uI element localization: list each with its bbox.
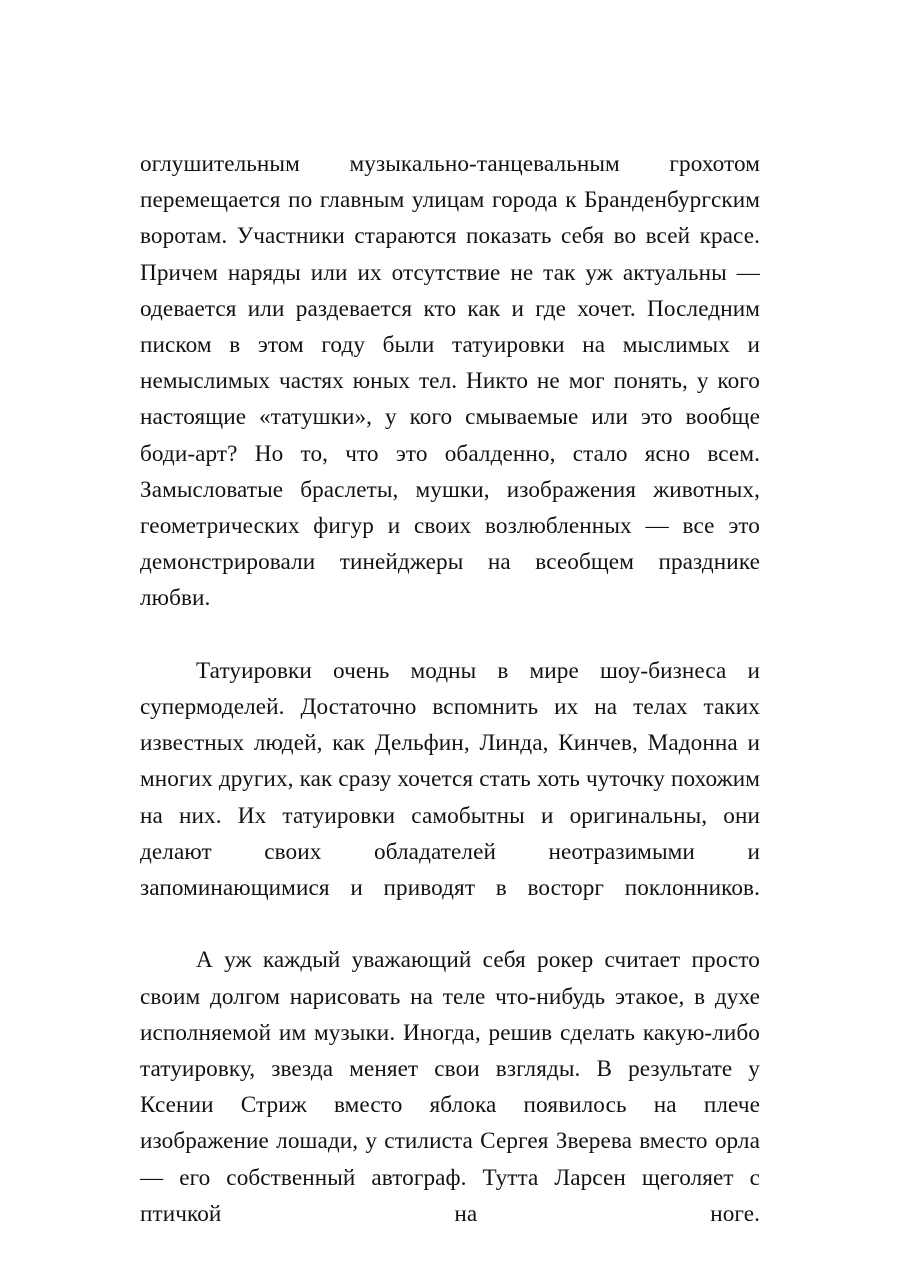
- paragraph: оглушительным музыкально-танцевальным грохотом перемещается по главным улицам города к Бранденбургским воротам. Участники стараются показать себя во всей красе. Причем наряды или их отсутствие не так уж актуальны — одевается или раздевается кто как и где хочет. Последним писком в этом году были татуировки на мыслимых и немыслимых частях юных тел. Никто не мог понять, у кого настоящие «татушки», у кого смываемые или это вообще боди-арт? Но то, что это обалденно, стало ясно всем. Замысловатые браслеты, мушки, изображения животных, геометрических фигур и своих возлюбленных — все это демонстрировали тинейджеры на всеобщем празднике любви.: [140, 151, 760, 612]
- page-body: [140, 146, 760, 1268]
- paragraph: Татуировки очень модны в мире шоу-бизнеса и супермоделей. Достаточно вспомнить их на телах таких известных людей, как Дельфин, Линда, Кинчев, Мадонна и многих других, как сразу хочется стать хоть чуточку похожим на них. Их татуировки самобытны и оригинальны, они делают своих обладателей неотразимыми и запоминающимися и приводят в восторг поклонников.: [140, 657, 760, 902]
- paragraph: А уж каждый уважающий себя рокер считает просто своим долгом нарисовать на теле что-нибудь этакое, в духе исполняемой им музыки. Иногда, решив сделать какую-либо татуировку, звезда меняет свои взгляды. В результате у Ксении Стриж вместо яблока появилось на плече изображение лошади, у стилиста Сергея Зверева вместо орла — его собственный автограф. Тутта Ларсен щеголяет с птичкой на ноге.: [140, 947, 760, 1227]
